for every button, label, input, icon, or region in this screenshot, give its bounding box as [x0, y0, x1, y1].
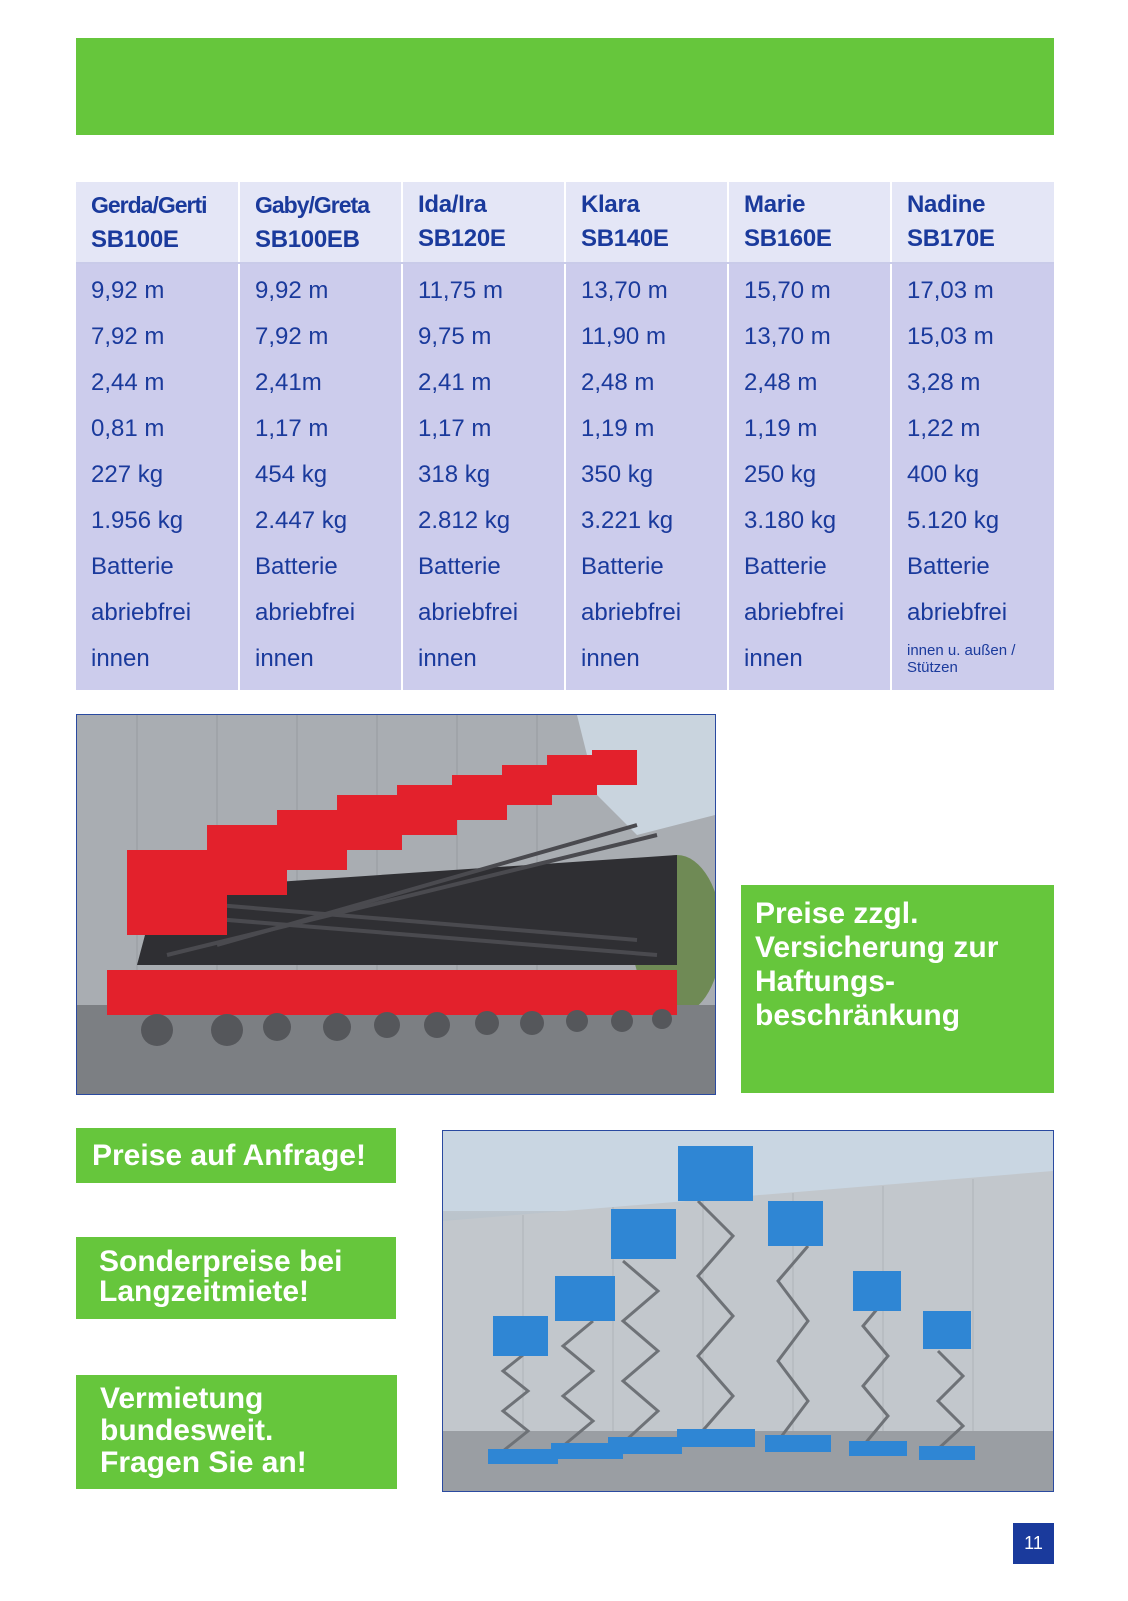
table-cell: abriebfrei	[76, 590, 239, 636]
model-type: SB160E	[744, 225, 832, 252]
page-number: 11	[1013, 1523, 1054, 1564]
model-name: Gaby/Greta	[255, 191, 369, 218]
model-name: Klara	[581, 191, 640, 218]
table-cell: abriebfrei	[565, 590, 728, 636]
table-cell: 2.447 kg	[239, 498, 402, 544]
model-type: SB100EB	[255, 225, 360, 253]
red-lifts-illustration	[77, 715, 715, 1094]
table-cell: 3.221 kg	[565, 498, 728, 544]
table-row	[76, 590, 1054, 636]
model-header	[402, 182, 565, 263]
table-cell: 2,48 m	[728, 360, 891, 406]
header-bar	[76, 38, 1054, 135]
model-header	[891, 182, 1054, 263]
table-cell: 250 kg	[728, 452, 891, 498]
model-type: SB170E	[907, 225, 995, 252]
table-cell: 17,03 m	[891, 263, 1054, 314]
table-row	[76, 544, 1054, 590]
nationwide-rental-note: Vermietung bundesweit. Fragen Sie an!	[76, 1375, 397, 1489]
model-header	[565, 182, 728, 263]
table-row	[76, 406, 1054, 452]
table-cell: 1,17 m	[239, 406, 402, 452]
table-cell: 9,92 m	[239, 263, 402, 314]
table-cell: 1.956 kg	[76, 498, 239, 544]
table-cell: Batterie	[728, 544, 891, 590]
model-type: SB120E	[418, 225, 506, 252]
table-cell: Batterie	[565, 544, 728, 590]
specs-table	[76, 182, 1054, 690]
table-cell: 1,22 m	[891, 406, 1054, 452]
red-scissor-lifts-photo	[76, 714, 716, 1095]
model-name: Gerda/Gerti	[91, 191, 207, 218]
table-cell: 400 kg	[891, 452, 1054, 498]
table-cell: 11,90 m	[565, 314, 728, 360]
table-cell: 3,28 m	[891, 360, 1054, 406]
table-cell: 7,92 m	[76, 314, 239, 360]
table-cell: abriebfrei	[239, 590, 402, 636]
table-cell: abriebfrei	[891, 590, 1054, 636]
table-row	[76, 452, 1054, 498]
table-cell: 15,70 m	[728, 263, 891, 314]
table-cell: 2,41m	[239, 360, 402, 406]
table-cell: 2,41 m	[402, 360, 565, 406]
model-type: SB140E	[581, 225, 669, 252]
table-cell: 13,70 m	[565, 263, 728, 314]
table-cell: innen	[728, 636, 891, 690]
table-cell: innen	[565, 636, 728, 690]
model-header	[239, 182, 402, 263]
blue-lifts-illustration	[443, 1131, 1053, 1491]
table-cell: innen	[239, 636, 402, 690]
insurance-note: Preise zzgl. Versicherung zur Haftungs-beschränkung	[741, 885, 1054, 1093]
table-cell: 1,19 m	[728, 406, 891, 452]
table-row	[76, 498, 1054, 544]
table-cell: innen u. außen / Stützen	[891, 636, 1054, 690]
table-cell: Batterie	[239, 544, 402, 590]
table-cell: abriebfrei	[402, 590, 565, 636]
table-cell: innen	[76, 636, 239, 690]
model-header	[76, 182, 239, 263]
table-row	[76, 636, 1054, 690]
table-cell: 9,75 m	[402, 314, 565, 360]
table-cell: abriebfrei	[728, 590, 891, 636]
model-name: Ida/Ira	[418, 191, 487, 218]
table-cell: 318 kg	[402, 452, 565, 498]
table-cell: 15,03 m	[891, 314, 1054, 360]
table-cell: 7,92 m	[239, 314, 402, 360]
long-term-rent-note: Sonderpreise bei Langzeitmiete!	[76, 1237, 396, 1319]
table-cell: 454 kg	[239, 452, 402, 498]
model-name: Nadine	[907, 191, 986, 218]
model-name: Marie	[744, 191, 806, 218]
table-row	[76, 263, 1054, 314]
table-cell: 2,48 m	[565, 360, 728, 406]
table-header-row	[76, 182, 1054, 263]
table-row	[76, 314, 1054, 360]
table-cell: Batterie	[891, 544, 1054, 590]
table-row	[76, 360, 1054, 406]
table-cell: innen	[402, 636, 565, 690]
table-cell: 350 kg	[565, 452, 728, 498]
table-cell: 0,81 m	[76, 406, 239, 452]
table-cell: 11,75 m	[402, 263, 565, 314]
table-cell: 2.812 kg	[402, 498, 565, 544]
table-cell: 1,19 m	[565, 406, 728, 452]
table-cell: 13,70 m	[728, 314, 891, 360]
table-cell: Batterie	[402, 544, 565, 590]
table-cell: 9,92 m	[76, 263, 239, 314]
model-type: SB100E	[91, 225, 179, 253]
table-cell: 2,44 m	[76, 360, 239, 406]
table-cell: 1,17 m	[402, 406, 565, 452]
model-header	[728, 182, 891, 263]
table-cell: 3.180 kg	[728, 498, 891, 544]
table-cell: Batterie	[76, 544, 239, 590]
table-cell: 227 kg	[76, 452, 239, 498]
table-cell: 5.120 kg	[891, 498, 1054, 544]
blue-scissor-lifts-photo	[442, 1130, 1054, 1492]
price-request-note: Preise auf Anfrage!	[76, 1128, 396, 1183]
